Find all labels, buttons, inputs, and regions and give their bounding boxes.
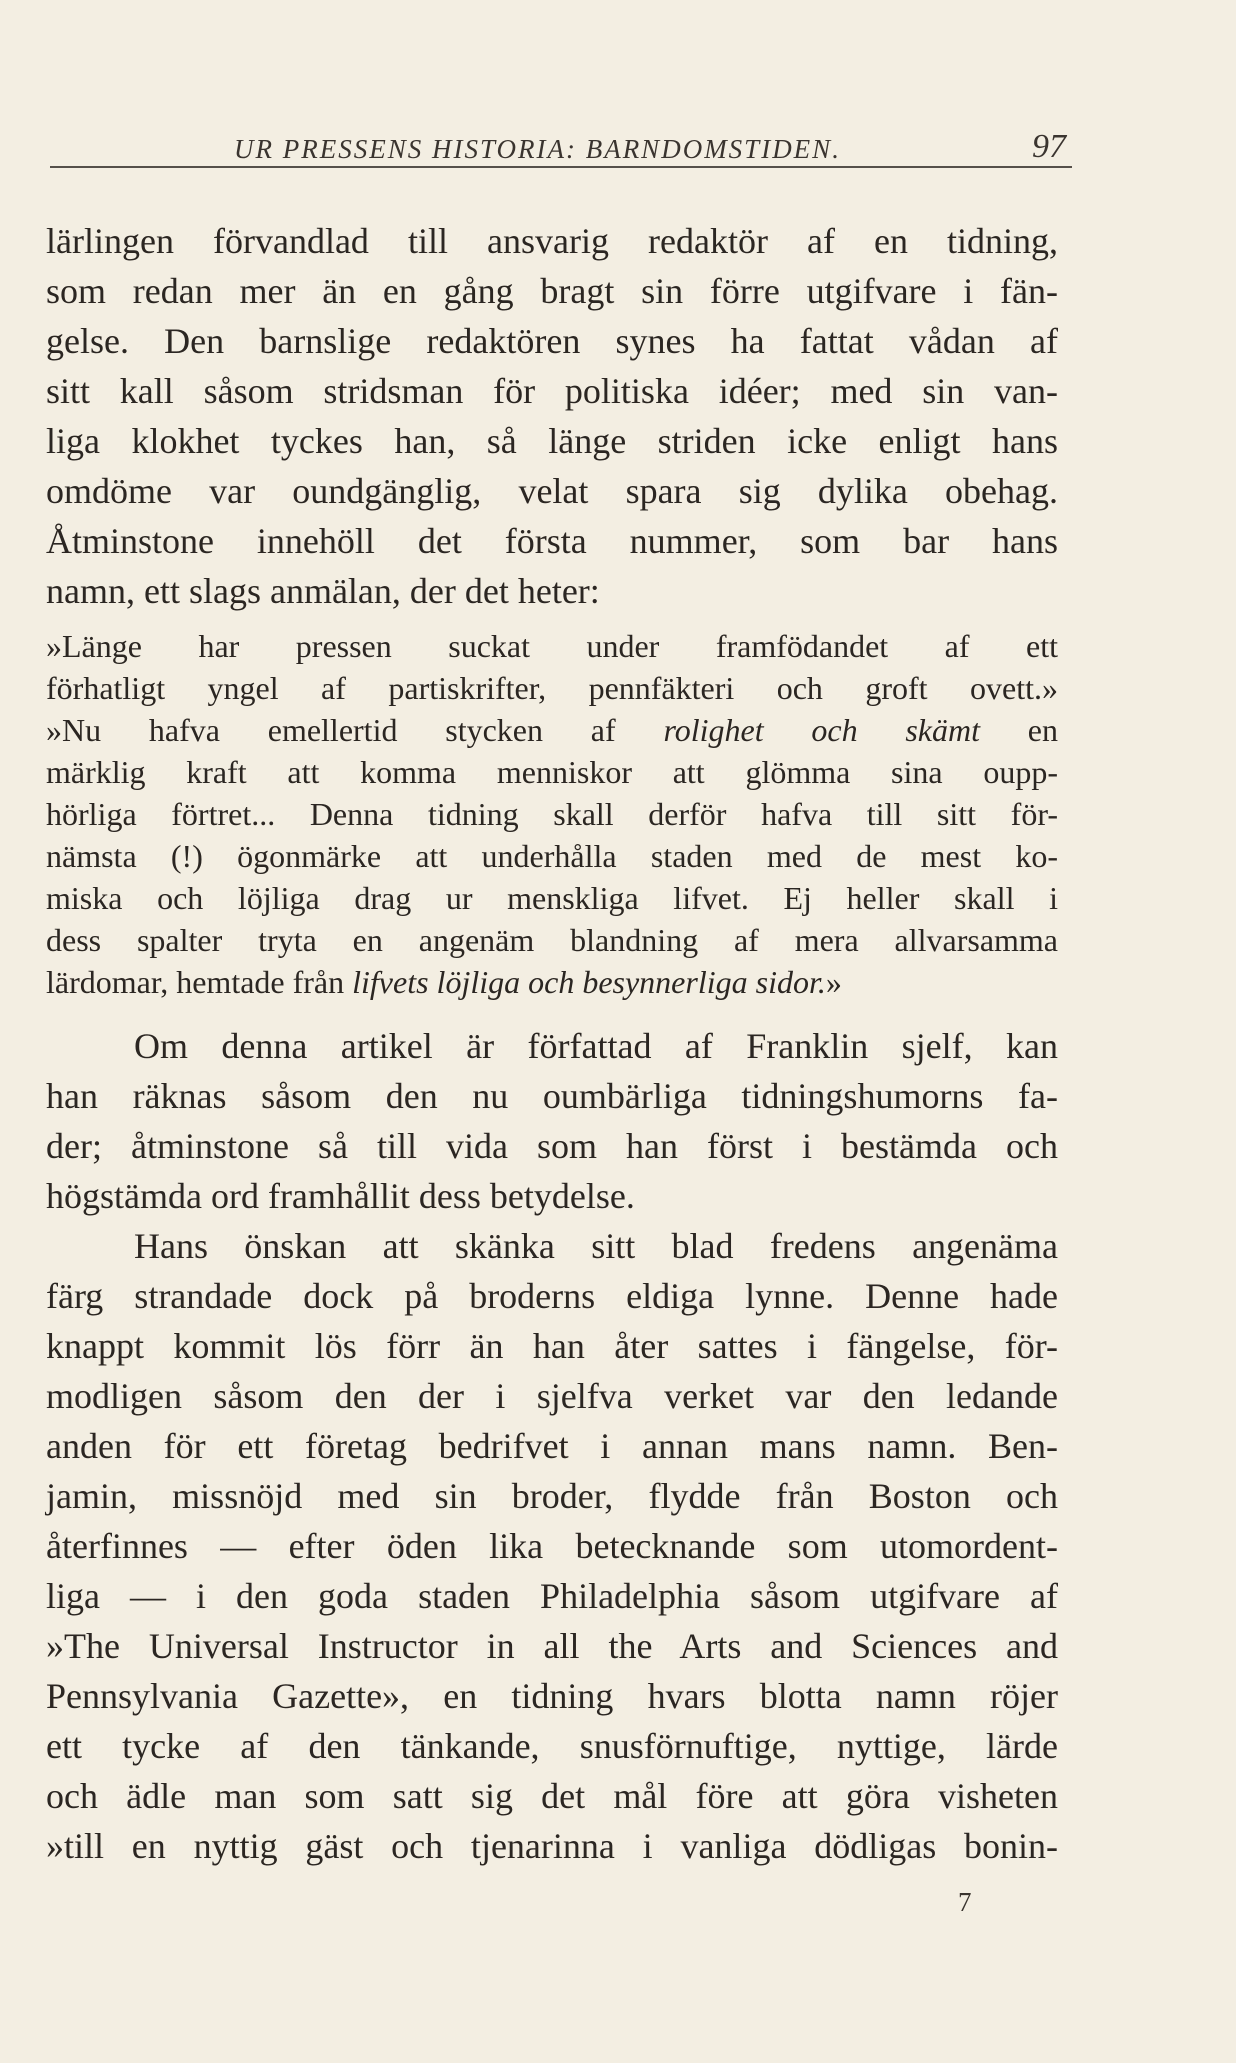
text-line: som redan mer än en gång bragt sin förre utgifvare i fän- [46,271,1058,311]
text-line: liga klokhet tyckes han, så länge striden icke enligt hans [46,421,1058,461]
text-line: knappt kommit lös förr än han åter sattes i fängelse, för- [46,1326,1058,1366]
text-line: färg strandade dock på broderns eldiga lynne. Denne hade [46,1276,1058,1316]
quote-line [46,712,1058,749]
text-line: högstämda ord framhållit dess betydelse. [46,1176,635,1216]
quote-line: »Länge har pressen suckat under framfödandet af ett [46,628,1058,664]
page-number: 97 [1032,128,1066,165]
page-header [50,118,1072,168]
quote-text: lärdomar, hemtade från [46,964,353,1000]
quote-line: dess spalter tryta en angenäm blandning af mera allvarsamma [46,922,1058,958]
quote-line: hörliga förtret... Denna tidning skall derför hafva till sitt för- [46,796,1058,832]
text-line: »The Universal Instructor in all the Arts and Sciences and [46,1626,1058,1666]
text-line: lärlingen förvandlad till ansvarig redaktör af en tidning, [46,221,1058,261]
text-line: ett tycke af den tänkande, snusförnuftige, nyttige, lärde [46,1726,1058,1766]
text-line: gelse. Den barnslige redaktören synes ha fattat vådan af [46,321,1058,361]
text-line: återfinnes — efter öden lika betecknande som utomordent- [46,1526,1058,1566]
text-line: jamin, missnöjd med sin broder, flydde från Boston och [46,1476,1058,1516]
quote-line: förhatligt yngel af partiskrifter, pennfäkteri och groft ovett.» [46,670,1058,706]
text-line: liga — i den goda staden Philadelphia såsom utgifvare af [46,1576,1058,1616]
text-line: »till en nyttig gäst och tjenarinna i vanliga dödligas bonin- [46,1826,1058,1866]
text-line: anden för ett företag bedrifvet i annan mans namn. Ben- [46,1426,1058,1466]
quote-italic-text: lifvets löjliga och besynnerliga sidor. [352,964,826,1000]
running-head: UR PRESSENS HISTORIA: BARNDOMSTIDEN. [234,134,841,164]
text-line: der; åtminstone så till vida som han först i bestämda och [46,1126,1058,1166]
text-line: Hans önskan att skänka sitt blad fredens angenäma [134,1226,1058,1266]
text-line: och ädle man som satt sig det mål före att göra visheten [46,1776,1058,1816]
text-line: Åtminstone innehöll det första nummer, som bar hans [46,521,1058,561]
quote-line [46,964,1058,1001]
quote-line: nämsta (!) ögonmärke att underhålla staden med de mest ko- [46,838,1058,874]
signature-mark: 7 [958,1887,972,1917]
text-line: namn, ett slags anmälan, der det heter: [46,571,600,611]
text-line: omdöme var oundgänglig, velat spara sig dylika obehag. [46,471,1058,511]
text-line: sitt kall såsom stridsman för politiska idéer; med sin van- [46,371,1058,411]
quote-line: miska och löjliga drag ur menskliga lifvet. Ej heller skall i [46,880,1058,916]
text-line: modligen såsom den der i sjelfva verket var den ledande [46,1376,1058,1416]
text-line: Om denna artikel är författad af Franklin sjelf, kan [134,1026,1058,1066]
text-line: han räknas såsom den nu oumbärliga tidningshumorns fa- [46,1076,1058,1116]
quote-text: »Nu hafva emellertid stycken af [46,712,664,748]
text-line: Pennsylvania Gazette», en tidning hvars blotta namn röjer [46,1676,1058,1716]
quote-italic-text: rolighet och skämt [663,712,981,748]
quote-text: en [980,712,1059,748]
quote-text: » [825,964,842,1000]
quote-line: märklig kraft att komma menniskor att glömma sina oupp- [46,754,1058,790]
